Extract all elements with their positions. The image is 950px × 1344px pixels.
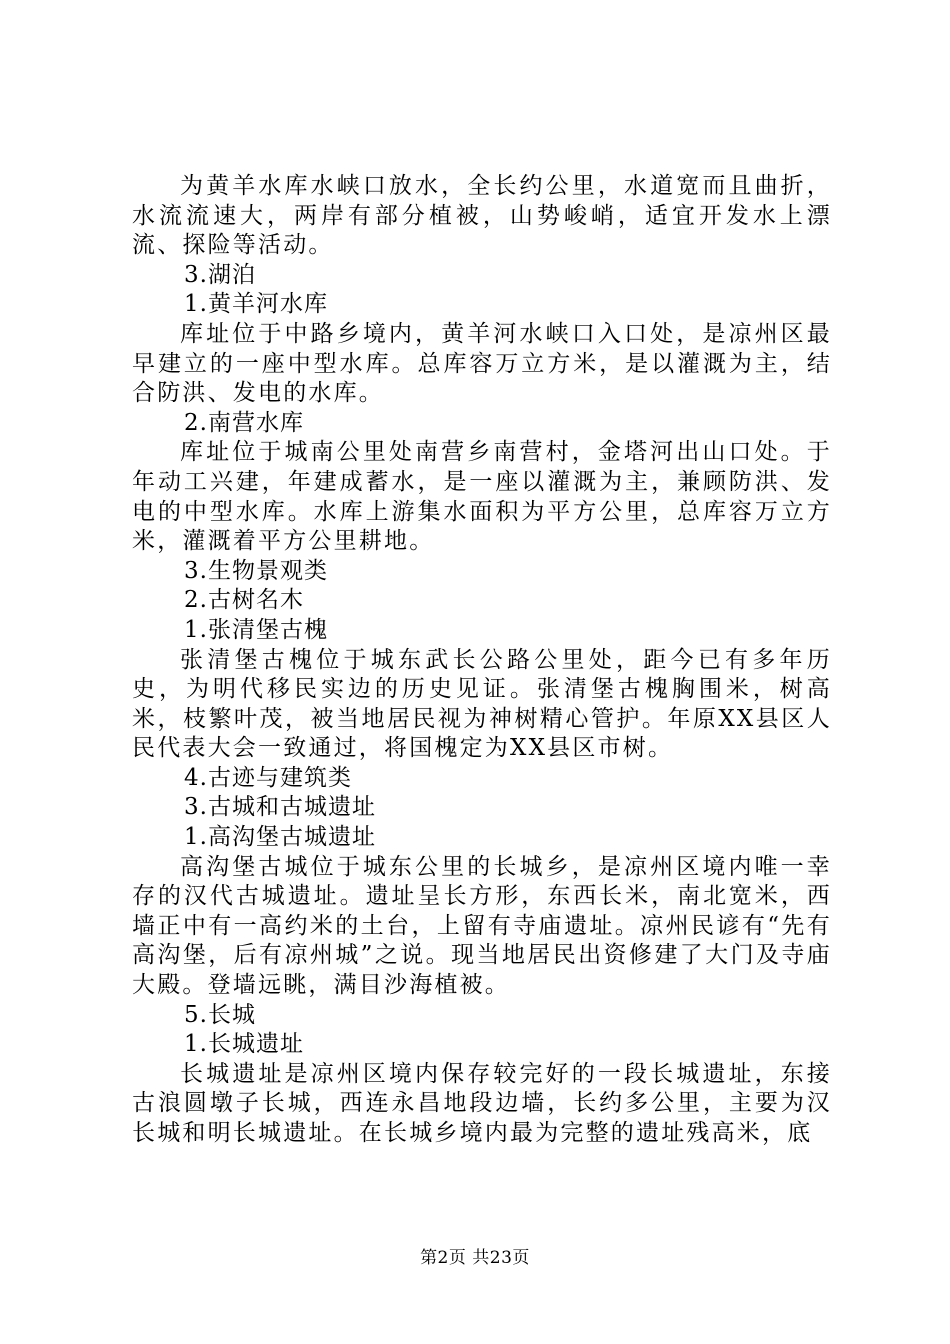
heading-lakes: 3.湖泊 [184,261,256,288]
paragraph-gaogoubao-ruins: 高沟堡古城位于城东公里的长城乡，是凉州区境内唯一幸存的汉代古城遗址。遗址呈长方形，东西长米，南北宽米，西墙正中有一高约米的土台，上留有寺庙遗址。凉州民谚有“先有高沟堡，后有凉州城”之说。现当地居民出资修建了大门及寺庙大殿。登墙远眺，满目沙海植被。 [132,853,832,999]
heading-gaogoubao-ruins: 1.高沟堡古城遗址 [184,824,376,851]
paragraph-nanying-reservoir: 库址位于城南公里处南营乡南营村，金塔河出山口处。于年动工兴建，年建成蓄水，是一座以灌溉为主，兼顾防洪、发电的中型水库。水库上游集水面积为平方公里，总库容万立方米，灌溉着平方公里耕地。 [132,439,832,555]
heading-great-wall-ruins: 1.长城遗址 [184,1031,304,1058]
heading-ancient-trees: 2.古树名木 [184,587,304,614]
paragraph-huangyanghe-reservoir: 库址位于中路乡境内，黄羊河水峡口入口处，是凉州区最早建立的一座中型水库。总库容万立方米，是以灌溉为主，结合防洪、发电的水库。 [132,320,832,407]
document-body [132,172,832,1149]
heading-ancient-cities: 3.古城和古城遗址 [184,794,376,821]
heading-great-wall: 5.长城 [184,1001,256,1028]
heading-nanying-reservoir: 2.南营水库 [184,409,304,436]
heading-zhangqingbao-ancient-locust: 1.张清堡古槐 [184,616,328,643]
page-number-footer: 第2页 共23页 [420,1248,530,1268]
paragraph-zhangqingbao-ancient-locust: 张清堡古槐位于城东武长公路公里处，距今已有多年历史，为明代移民实边的历史见证。张清堡古槐胸围米，树高米，枝繁叶茂，被当地居民视为神树精心管护。年原XX县区人民代表大会一致通过，将国槐定为XX县区市树。 [132,646,832,762]
heading-biological-landscapes: 3.生物景观类 [184,557,328,584]
paragraph-rafting-section: 为黄羊水库水峡口放水，全长约公里，水道宽而且曲折，水流流速大，两岸有部分植被，山势峻峭，适宜开发水上漂流、探险等活动。 [132,173,832,259]
paragraph-great-wall-ruins: 长城遗址是凉州区境内保存较完好的一段长城遗址，东接古浪圆墩子长城，西连永昌地段边墙，长约多公里，主要为汉长城和明长城遗址。在长城乡境内最为完整的遗址残高米，底 [132,1060,832,1146]
heading-huangyanghe-reservoir: 1.黄羊河水库 [184,291,328,318]
heading-relics-and-architecture: 4.古迹与建筑类 [184,764,352,791]
